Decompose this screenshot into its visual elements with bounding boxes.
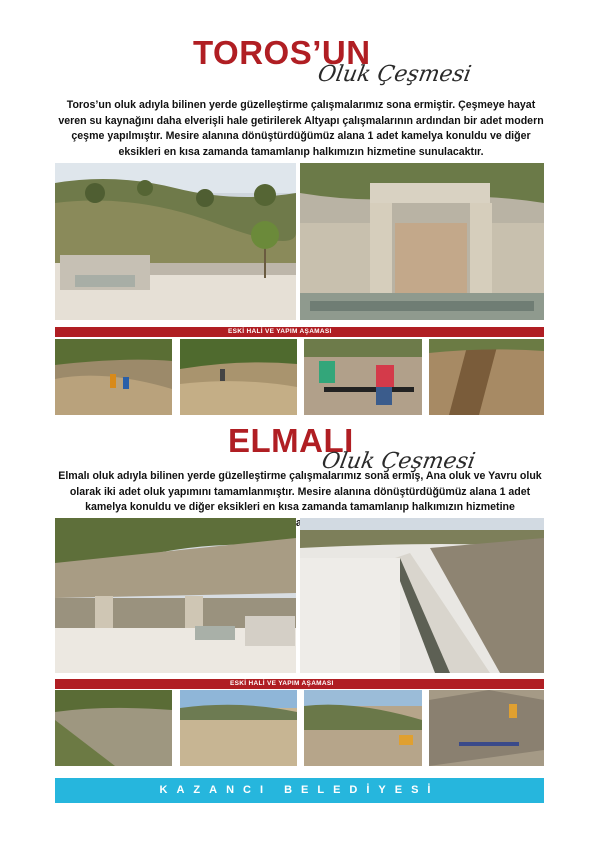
footer-banner (55, 778, 544, 803)
section2-small-photo-2 (180, 690, 297, 766)
section1-photo-fountain-wide (55, 163, 296, 320)
section1-small-photo-1 (55, 339, 172, 415)
section2-small-photo-1 (55, 690, 172, 766)
section1-small-photo-3 (304, 339, 422, 415)
section2-small-photo-4 (429, 690, 544, 766)
section2-photo-fountain-wide (55, 518, 296, 673)
section2-photo-channel (300, 518, 544, 673)
section1-small-photo-4 (429, 339, 544, 415)
section2-paragraph: Elmalı oluk adıyla bilinen yerde güzelleştirme çalışmalarımız sona ermiş, Ana oluk ve Yavru oluk olarak iki adet oluk yapımını tamamlanmıştır. Mesire alanına dönüştürdüğümüz alana 1 adet kamelya konuldu ve diğer eksikleri en kısa zamanda tamamlanıp halkımızın hizmetine (58, 470, 542, 513)
section1-paragraph: Toros’un oluk adıyla bilinen yerde güzelleştirme çalışmalarımız sona ermiştir. Çeşmeye hayat veren su kaynağını daha elverişli hale getirilerek Altyapı çalışmalarının ardından bir adet modern çeşme yapılmıştır. Mesire alanına dönüştürdüğümüz alana 1 adet kamelya konuldu ve diğer eksikleri en kısa zamanda tamamlanıp halkımızın hizmetine sunulacaktır. (58, 99, 544, 158)
section1-title: TOROS’UN (193, 34, 371, 71)
section2-subtitle-script: Oluk Çeşmesi (319, 449, 478, 474)
footer-text: KAZANCI BELEDİYESİ (159, 784, 440, 796)
section2-small-photo-3 (304, 690, 422, 766)
section1-photo-fountain-closeup (300, 163, 544, 320)
section2-title: ELMALI (228, 422, 354, 459)
section1-subtitle-script: Oluk Çeşmesi (315, 62, 474, 87)
section2-band-label: ESKİ HALİ VE YAPIM AŞAMASI (230, 680, 334, 687)
section1-band-label: ESKİ HALİ VE YAPIM AŞAMASI (228, 328, 332, 335)
section1-small-photo-2 (180, 339, 297, 415)
